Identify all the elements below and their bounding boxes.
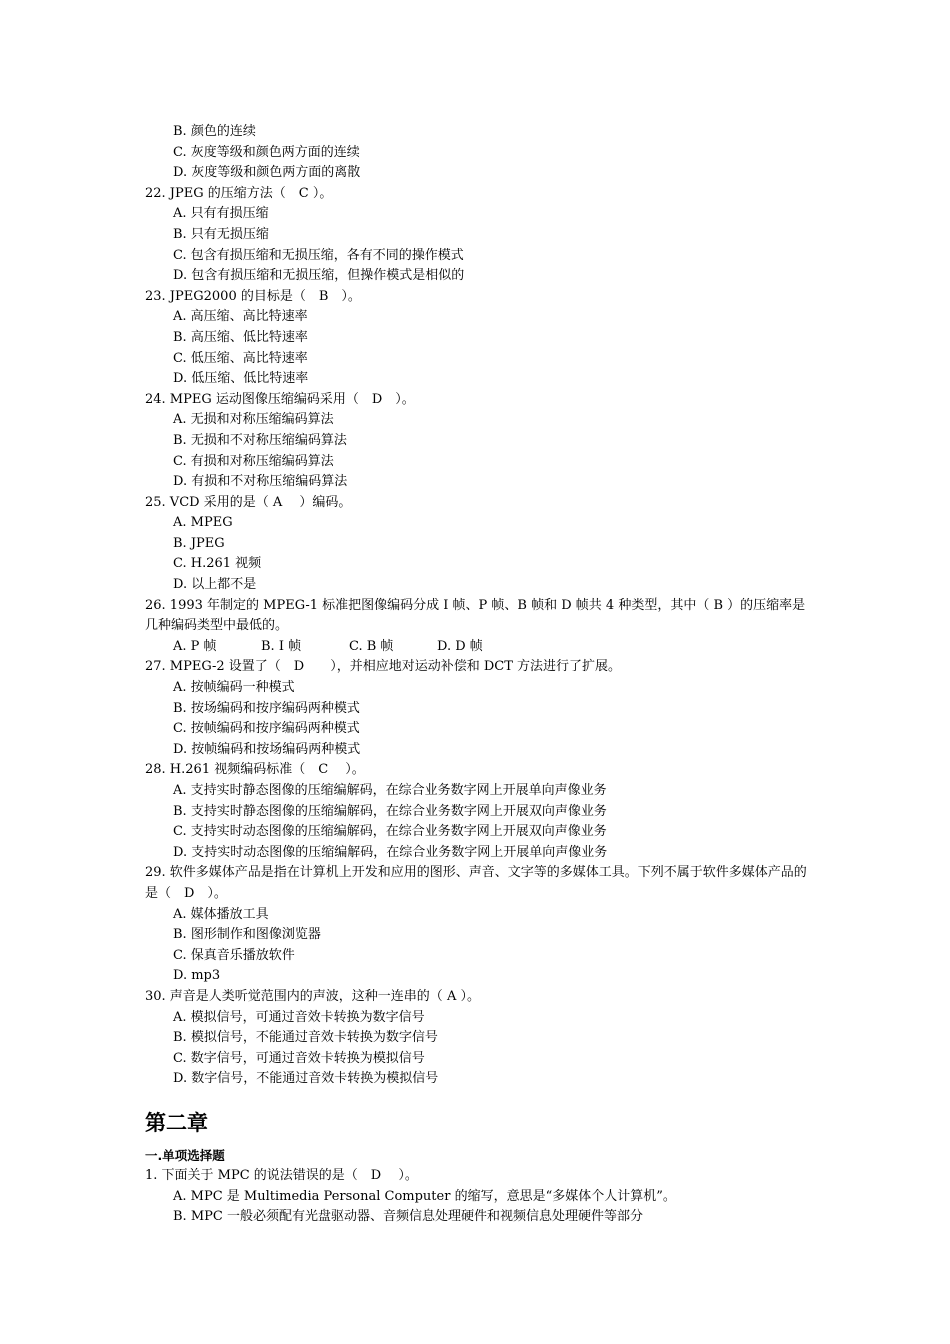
option: A. 媒体播放工具 [173,906,269,922]
option: B. 高压缩、低比特速率 [173,329,308,345]
option: D. 包含有损压缩和无损压缩，但操作模式是相似的 [173,268,465,284]
option: C. 灰度等级和颜色两方面的连续 [173,144,360,160]
option: B. MPC 一般必须配有光盘驱动器、音频信息处理硬件和视频信息处理硬件等部分 [173,1209,643,1225]
option: B. I 帧 [261,638,302,654]
option: C. B 帧 [349,638,394,654]
question-29 [145,863,813,987]
option: C. 有损和对称压缩编码算法 [173,453,334,469]
question-stem: 27. MPEG-2 设置了（ D ），并相应地对运动补偿和 DCT 方法进行了扩展。 [145,659,622,675]
option: D. 灰度等级和颜色两方面的离散 [173,165,361,181]
option: B. 只有无损压缩 [173,226,269,242]
option: D. 有损和不对称压缩编码算法 [173,474,348,490]
option: C. 保真音乐播放软件 [173,947,295,963]
option: C. 数字信号，可通过音效卡转换为模拟信号 [173,1050,425,1066]
option: B. 模拟信号，不能通过音效卡转换为数字信号 [173,1030,438,1046]
option: A. 只有有损压缩 [173,206,269,222]
question-stem: 29. 软件多媒体产品是指在计算机上开发和应用的图形、声音、文字等的多媒体工具。下列不属于软件多媒体产品的是（ D ）。 [145,865,807,901]
option: B. 无损和不对称压缩编码算法 [173,432,347,448]
question-22 [145,184,813,287]
option: B. 按场编码和按序编码两种模式 [173,700,360,716]
option: A. MPEG [173,515,233,531]
question-26 [145,596,813,658]
option: D. D 帧 [437,638,483,654]
option: D. 以上都不是 [173,577,257,593]
option-row [145,637,813,658]
section-heading: 一.单项选择题 [145,1147,225,1163]
option: A. P 帧 [173,638,217,654]
option: C. 支持实时动态图像的压缩编解码，在综合业务数字网上开展双向声像业务 [173,824,607,840]
option: B. 颜色的连续 [173,124,256,139]
option: C. 低压缩、高比特速率 [173,350,308,366]
option: D. 按帧编码和按场编码两种模式 [173,741,361,757]
question-stem: 30. 声音是人类听觉范围内的声波，这种一连串的（ A ）。 [145,988,480,1004]
question-25 [145,493,813,596]
chapter2-question-1 [145,1166,813,1228]
page-content [145,122,813,1228]
question-stem: 28. H.261 视频编码标准（ C ）。 [145,762,365,778]
previous-question-options [145,122,813,184]
option: D. 数字信号，不能通过音效卡转换为模拟信号 [173,1071,439,1087]
option: C. 按帧编码和按序编码两种模式 [173,721,360,737]
option: D. 低压缩、低比特速率 [173,371,309,387]
option: D. 支持实时动态图像的压缩编解码，在综合业务数字网上开展单向声像业务 [173,844,608,860]
option: A. 无损和对称压缩编码算法 [173,412,334,428]
question-30 [145,987,813,1090]
option: C. H.261 视频 [173,556,262,572]
question-stem: 26. 1993 年制定的 MPEG-1 标准把图像编码分成 I 帧、P 帧、B 帧和 D 帧共 4 种类型，其中（ B ）的压缩率是几种编码类型中最低的。 [145,597,806,634]
question-stem: 22. JPEG 的压缩方法（ C ）。 [145,185,333,201]
question-28 [145,760,813,863]
option: C. 包含有损压缩和无损压缩，各有不同的操作模式 [173,247,464,263]
question-stem: 1. 下面关于 MPC 的说法错误的是（ D ）。 [145,1167,418,1183]
question-stem: 23. JPEG2000 的目标是（ B ）。 [145,288,361,304]
option: B. 支持实时静态图像的压缩编解码，在综合业务数字网上开展双向声像业务 [173,803,607,819]
option: B. 图形制作和图像浏览器 [173,927,321,943]
option: A. 模拟信号，可通过音效卡转换为数字信号 [173,1009,425,1025]
option: A. 支持实时静态图像的压缩编解码，在综合业务数字网上开展单向声像业务 [173,783,607,798]
question-23 [145,287,813,390]
question-stem: 24. MPEG 运动图像压缩编码采用（ D ）。 [145,391,415,407]
option: D. mp3 [173,968,221,984]
option: A. 高压缩、高比特速率 [173,309,308,325]
option: A. MPC 是 Multimedia Personal Computer 的缩写，意思是“多媒体个人计算机”。 [173,1188,676,1204]
question-24 [145,390,813,493]
option: A. 按帧编码一种模式 [173,680,295,696]
question-27 [145,657,813,760]
chapter-heading: 第二章 [145,1110,208,1135]
option: B. JPEG [173,535,225,551]
question-stem: 25. VCD 采用的是（ A ）编码。 [145,494,352,510]
